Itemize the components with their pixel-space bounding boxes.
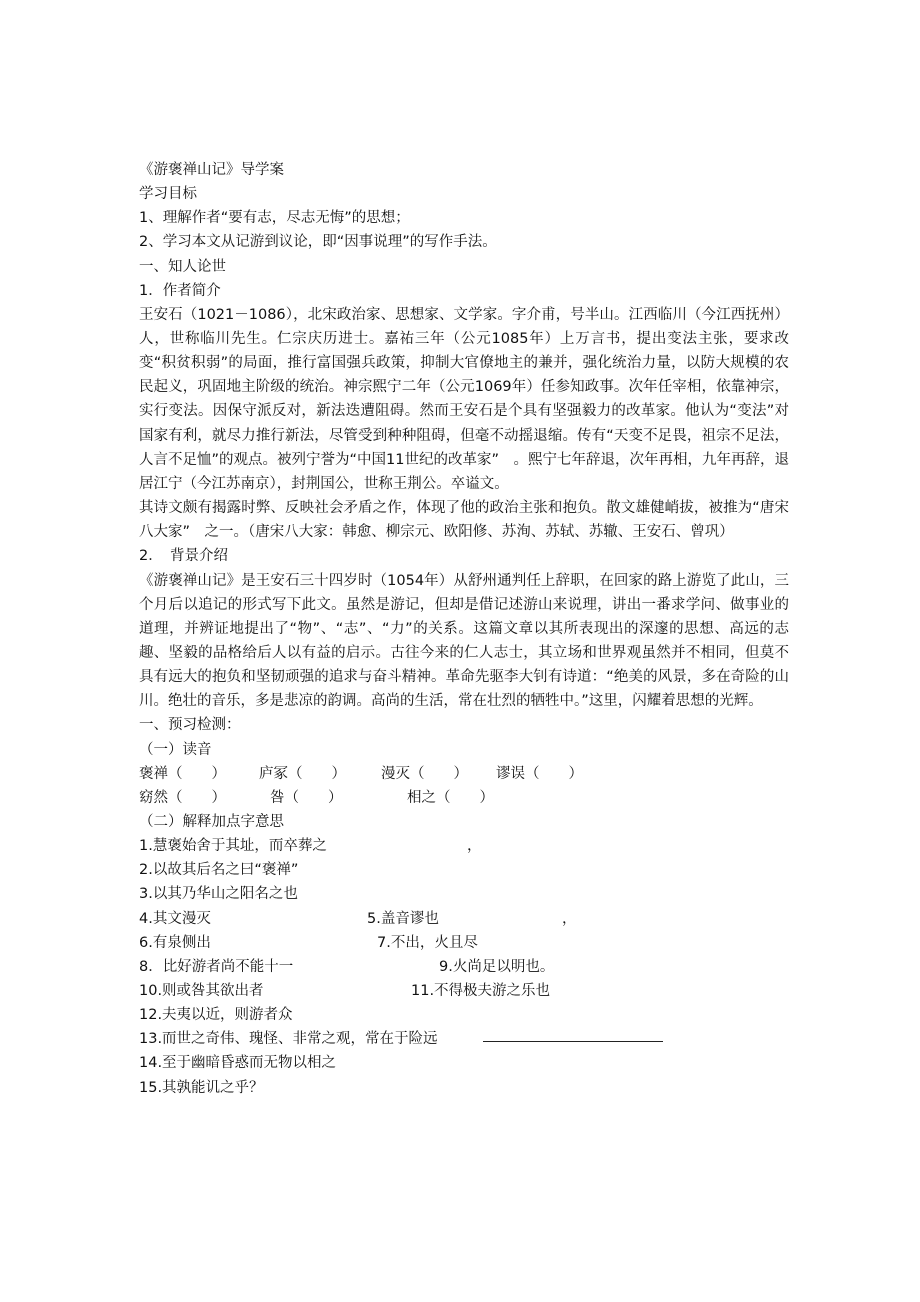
document-page (139, 158, 789, 1100)
answer-blank-line (483, 1027, 663, 1042)
exercise-row (139, 834, 789, 858)
reading-item: 庐冢（ ） (259, 765, 346, 782)
exercise-item: 12.夫夷以近，则游者众 (139, 1007, 293, 1024)
reading-row-2 (139, 786, 789, 810)
reading-item: 漫灭（ ） (381, 765, 468, 782)
exercise-item: 7.不出，火且尽 (377, 934, 478, 951)
exercise-punct: ， (467, 838, 482, 855)
exercise-item: 2.以故其后名之曰“褒禅” (139, 862, 299, 879)
exercise-punct: ， (562, 910, 577, 927)
exercise-item: 1.慧褒始舍于其址，而卒葬之 (139, 838, 327, 855)
exercise-item: 3.以其乃华山之阳名之也 (139, 886, 298, 903)
exercise-item: 5.盖音谬也 (367, 910, 439, 927)
background-paragraph: 《游褒禅山记》是王安石三十四岁时（1054年）从舒州通判任上辞职，在回家的路上游览了此山，三个月后以追记的形式写下此文。虽然是游记，但却是借记述游山来说理，讲出一番求学问、做事业的道理，并辨证地提出了“物”、“志”、“力”的关系。这篇文章以其所表现出的深邃的思想、高远的志趣、坚毅的品格给后人以有益的启示。古往今来的仁人志士，其立场和世界观虽然并不相同，但莫不具有远大的抱负和坚韧顽强的追求与奋斗精神。革命先驱李大钊有诗道：“绝美的风景，多在奇险的山川。绝壮的音乐，多是悲凉的韵调。高尚的生活，常在壮烈的牺牲中。”这里，闪耀着思想的光辉。 (139, 572, 789, 710)
doc-title: 《游褒禅山记》导学案 (139, 162, 284, 178)
objective-1: 1、理解作者“要有志，尽志无悔”的思想； (139, 210, 410, 227)
exercise-item: 8．比好游者尚不能十一 (139, 958, 294, 975)
reading-item: 相之（ ） (407, 789, 494, 806)
author-paragraph: 王安石（1021－1086），北宋政治家、思想家、文学家。字介甫，号半山。江西临川（今江西抚州）人，世称临川先生。仁宗庆历进士。嘉祐三年（公元1085年）上万言书，提出变法主张，要求改变“积贫积弱”的局面，推行富国强兵政策，抑制大官僚地主的兼并，强化统治力量，以防大规模的农民起义，巩固地主阶级的统治。神宗熙宁二年（公元1069年）任参知政事。次年任宰相，依靠神宗，实行变法。因保守派反对，新法迭遭阻碍。然而王安石是个具有坚强毅力的改革家。他认为“变法”对国家有利，就尽力推行新法，尽管受到种种阻碍，但毫不动摇退缩。传有“天变不足畏，祖宗不足法，人言不足恤”的观点。被列宁誉为“中国11世纪的改革家” 。熙宁七年辞退，次年再相，九年再辞，退居江宁（今江苏南京），封荆国公，世称王荆公。卒谥文。 (139, 306, 789, 492)
reading-item: 褒禅（ ） (139, 765, 226, 782)
exercise-item: 6.有泉侧出 (139, 934, 211, 951)
exercise-row (139, 979, 789, 1003)
exercise-row (139, 931, 789, 955)
reading-item: 谬误（ ） (496, 765, 583, 782)
exercise-item: 11.不得极夫游之乐也 (411, 983, 551, 1000)
reading-heading: （一）读音 (139, 741, 212, 758)
reading-item: 咎（ ） (270, 789, 343, 806)
exercise-item: 13.而世之奇伟、瑰怪、非常之观，常在于险远 (139, 1031, 438, 1048)
exercise-item: 14.至于幽暗昏惑而无物以相之 (139, 1055, 337, 1072)
reading-item: 窈然（ ） (139, 789, 226, 806)
preview-heading: 一、预习检测： (139, 717, 241, 734)
exercise-item: 9.火尚足以明也。 (439, 958, 555, 975)
exercise-row (139, 907, 789, 931)
exercise-item: 4.其文漫灭 (139, 910, 211, 927)
author-works-paragraph: 其诗文颇有揭露时弊、反映社会矛盾之作，体现了他的政治主张和抱负。散文雄健峭拔，被推为“唐宋八大家” 之一。（唐宋八大家：韩愈、柳宗元、欧阳修、苏洵、苏轼、苏辙、王安石、曾巩） (139, 500, 789, 541)
subheading-background: 2． 背景介绍 (139, 548, 228, 565)
exercise-row (139, 1027, 789, 1051)
exercise-item: 10.则或咎其欲出者 (139, 983, 264, 1000)
explain-heading: （二）解释加点字意思 (139, 814, 284, 831)
objective-2: 2、学习本文从记游到议论，即“因事说理”的写作手法。 (139, 234, 497, 251)
reading-row-1 (139, 762, 789, 786)
section-heading-1: 一、知人论世 (139, 258, 226, 275)
subheading-author: 1．作者简介 (139, 282, 221, 299)
objectives-heading: 学习目标 (139, 186, 197, 203)
exercise-row (139, 955, 789, 979)
exercise-item: 15.其孰能讥之乎？ (139, 1079, 264, 1096)
